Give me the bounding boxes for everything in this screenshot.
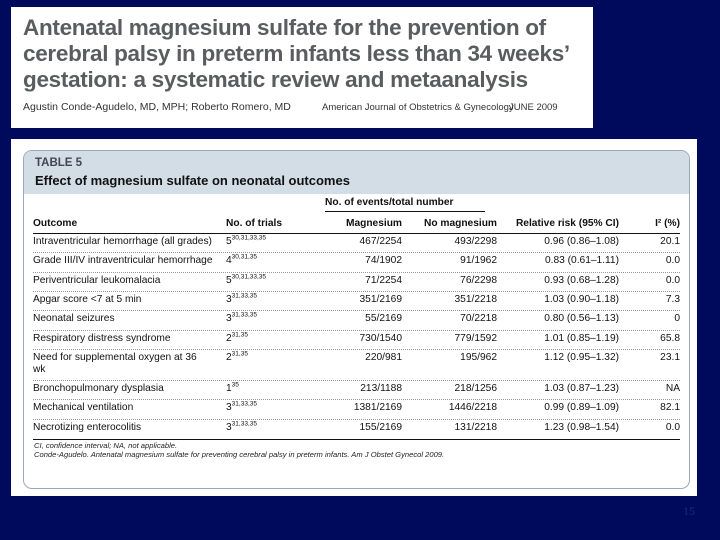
cell-relative-risk: 1.23 (0.98–1.54) [544,421,619,433]
cell-no-magnesium: 351/2218 [454,293,497,305]
cell-i2: 65.8 [660,332,680,344]
cell-magnesium: 74/1902 [365,255,402,267]
cell-trials [226,402,257,414]
trials-count: 1 [226,383,232,395]
cell-outcome: Neonatal seizures [33,313,115,325]
trial-references: 31,35 [231,350,248,358]
cell-i2: NA [665,383,680,395]
cell-no-magnesium: 195/962 [460,351,497,363]
cell-i2: 7.3 [665,293,680,305]
cell-relative-risk: 0.99 (0.89–1.09) [544,402,619,414]
cell-no-magnesium: 1446/2218 [448,402,497,414]
cell-outcome-continued: wk [33,363,46,375]
trials-count: 4 [226,255,232,267]
cell-no-magnesium: 70/2218 [460,313,497,325]
article-title: Antenatal magnesium sulfate for the prevention of cerebral palsy in preterm infants less than 34 weeks’ gestation: a systematic review and metaanalysis [23,15,569,92]
cell-trials [226,313,257,325]
trials-count: 3 [226,313,232,325]
cell-trials [226,255,257,267]
page-number: 15 [683,504,695,518]
cell-magnesium: 155/2169 [359,421,402,433]
cell-i2: 23.1 [660,351,680,363]
cell-no-magnesium: 493/2298 [454,236,497,247]
trial-references: 30,31,33,35 [231,234,267,242]
cell-i2: 0 [674,313,680,325]
trials-count: 3 [226,402,232,414]
row-divider [33,272,680,273]
cell-magnesium: 213/1188 [360,383,402,395]
journal-date: JUNE 2009 [509,102,558,113]
col-header-no-magnesium: No magnesium [423,218,497,229]
col-header-outcome: Outcome [33,218,78,229]
row-divider [33,419,680,420]
cell-trials [226,294,257,306]
table-footnote: CI, confidence interval; NA, not applicable. [34,441,178,450]
row-divider [33,252,680,253]
cell-trials [226,422,257,434]
cell-trials [226,275,266,287]
cell-i2: 0.0 [665,274,680,286]
trial-references: 30,31,35 [231,253,257,261]
cell-no-magnesium: 76/2298 [460,274,497,286]
cell-i2: 0.0 [665,255,680,267]
cell-no-magnesium: 131/2218 [454,421,497,433]
cell-trials [226,352,248,364]
journal-name: American Journal of Obstetrics & Gynecology [322,102,514,113]
cell-magnesium: 220/981 [365,351,402,363]
trial-references: 31,35 [231,331,248,339]
trials-count: 5 [226,274,232,286]
col-header-relative-risk: Relative risk (95% CI) [515,218,619,229]
trials-count: 3 [226,421,232,433]
cell-outcome: Apgar score <7 at 5 min [33,293,142,305]
cell-no-magnesium: 779/1592 [454,332,497,344]
cell-magnesium: 467/2254 [359,236,402,247]
trial-references: 31,33,35 [231,401,257,408]
cell-outcome: Periventricular leukomalacia [33,274,161,286]
table-number: TABLE 5 [35,157,83,169]
cell-i2: 82.1 [660,402,680,414]
table-card [23,150,690,489]
cell-relative-risk: 1.03 (0.87–1.23) [544,383,619,395]
cell-i2: 0.0 [665,421,680,433]
cell-magnesium: 351/2169 [359,293,402,305]
row-divider [33,310,680,311]
trials-count: 3 [226,293,232,305]
group-header-rule [325,211,485,212]
row-divider [33,399,680,400]
cell-magnesium: 55/2169 [365,313,402,325]
table-source: Conde-Agudelo. Antenatal magnesium sulfate for preventing cerebral palsy in preterm infants. Am J Obstet Gynecol 2009. [34,450,445,459]
cell-outcome: Bronchopulmonary dysplasia [33,383,164,395]
table-panel [11,139,697,496]
trial-references: 31,33,35 [231,311,257,319]
col-header-trials: No. of trials [226,218,283,229]
cell-relative-risk: 1.03 (0.90–1.18) [544,293,619,305]
header-rule [33,233,680,234]
cell-outcome: Mechanical ventilation [33,402,134,414]
trial-references: 30,31,33,35 [231,273,267,281]
col-header-magnesium: Magnesium [345,218,402,229]
table-heading-band [24,151,689,194]
trial-references: 31,33,35 [231,420,257,428]
article-authors: Agustin Conde-Agudelo, MD, MPH; Roberto Romero, MD [23,101,291,113]
cell-outcome: Grade III/IV intraventricular hemorrhage [33,255,213,267]
trials-count: 5 [226,236,232,247]
cell-relative-risk: 0.93 (0.68–1.28) [544,274,619,286]
trial-references: 35 [231,381,239,389]
row-divider [33,349,680,350]
table-title: Effect of magnesium sulfate on neonatal outcomes [35,173,350,188]
trials-count: 2 [226,351,232,363]
footer-rule [33,439,680,440]
trials-count: 2 [226,332,232,344]
row-divider [33,380,680,381]
cell-outcome: Intraventricular hemorrhage (all grades) [33,236,212,247]
cell-trials [226,236,266,248]
cell-relative-risk: 0.96 (0.86–1.08) [544,236,619,247]
group-header: No. of events/total number [325,197,454,208]
row-divider [33,330,680,331]
cell-outcome: Necrotizing enterocolitis [33,421,142,433]
row-divider [33,291,680,292]
cell-relative-risk: 1.01 (0.85–1.19) [544,332,619,344]
cell-trials [226,383,239,395]
trial-references: 31,33,35 [231,292,257,300]
cell-magnesium: 1381/2169 [353,402,402,414]
cell-magnesium: 71/2254 [365,274,402,286]
cell-relative-risk: 1.12 (0.95–1.32) [544,351,619,363]
header-panel [11,7,593,128]
cell-relative-risk: 0.83 (0.61–1.11) [544,255,619,267]
cell-no-magnesium: 218/1256 [454,383,497,395]
cell-trials [226,333,248,345]
cell-magnesium: 730/1540 [359,332,402,344]
cell-i2: 20.1 [660,236,680,247]
cell-outcome: Need for supplemental oxygen at 36 [33,351,197,363]
col-header-i2: I² (%) [655,218,680,229]
cell-outcome: Respiratory distress syndrome [33,332,171,344]
cell-no-magnesium: 91/1962 [460,255,497,267]
cell-relative-risk: 0.80 (0.56–1.13) [544,313,619,325]
